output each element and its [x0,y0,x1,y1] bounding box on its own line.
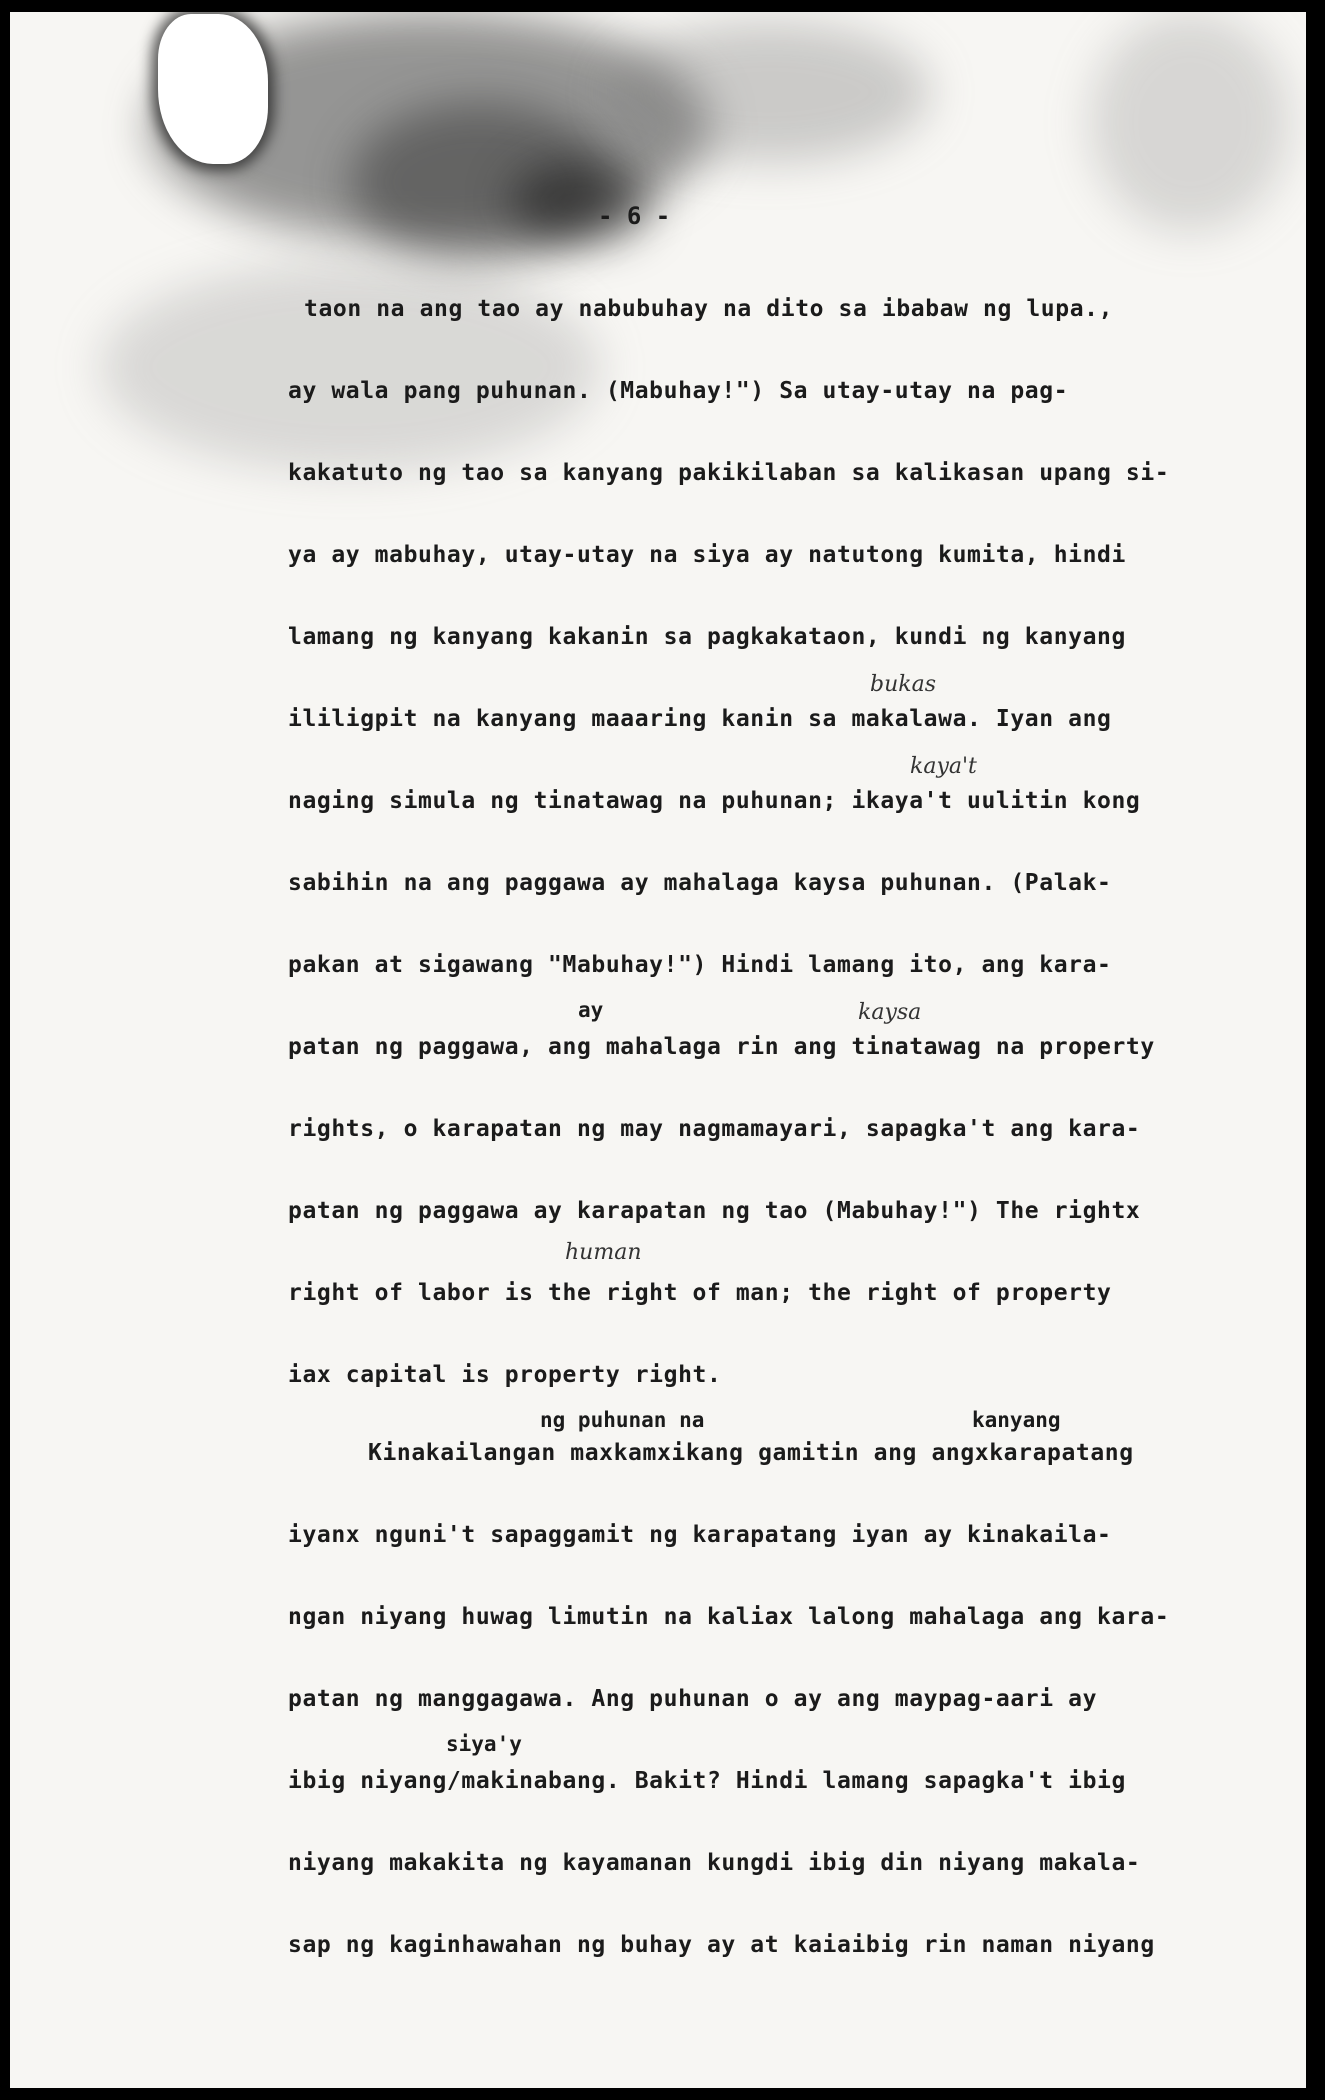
handwritten-insertion: kaysa [858,1000,922,1025]
text-line: rights, o karapatan ng may nagmamayari, sapagka't ang kara- [288,1116,1141,1142]
text-line: ay wala pang puhunan. (Mabuhay!") Sa utay-utay na pag- [288,378,1069,404]
text-line: right of labor is the right of man; the right of property [288,1280,1112,1306]
text-line: iax capital is property right. [288,1362,722,1388]
text-line: sabihin na ang paggawa ay mahalaga kaysa puhunan. (Palak- [288,870,1112,896]
text-line: patan ng paggawa ay karapatan ng tao (Mabuhay!") The rightx [288,1198,1141,1224]
page-number: - 6 - [598,202,671,230]
text-line: patan ng manggagawa. Ang puhunan o ay ang maypag-aari ay [288,1686,1098,1712]
water-stain [610,22,930,162]
text-line: naging simula ng tinatawag na puhunan; ikaya't uulitin kong [288,788,1141,814]
document-page [10,12,1306,2088]
water-stain [100,262,600,472]
text-line: niyang makakita ng kayamanan kungdi ibig din niyang makala- [288,1850,1141,1876]
handwritten-insertion: kaya't [910,754,977,779]
paper-damage-hole [158,14,268,164]
text-line: taon na ang tao ay nabubuhay na dito sa ibabaw ng lupa., [304,296,1114,322]
text-line: sap ng kaginhawahan ng buhay ay at kaiaibig rin naman niyang [288,1932,1155,1958]
typed-insertion: ay [578,998,604,1022]
water-stain [1090,12,1290,232]
text-line: Kinakailangan maxkamxikang gamitin ang angxkarapatang [368,1440,1134,1466]
text-line: kakatuto ng tao sa kanyang pakikilaban sa kalikasan upang si- [288,460,1170,486]
handwritten-insertion: human [565,1240,642,1265]
text-line: ibig niyang/makinabang. Bakit? Hindi lamang sapagka't ibig [288,1768,1126,1794]
text-line: ililigpit na kanyang maaaring kanin sa makalawa. Iyan ang [288,706,1112,732]
text-line: pakan at sigawang "Mabuhay!") Hindi lamang ito, ang kara- [288,952,1112,978]
text-line: ya ay mabuhay, utay-utay na siya ay natutong kumita, hindi [288,542,1126,568]
typed-insertion: ng puhunan na [540,1408,705,1432]
text-line: iyanx nguni't sapaggamit ng karapatang iyan ay kinakaila- [288,1522,1112,1548]
typed-insertion: siya'y [446,1732,522,1756]
text-line: lamang ng kanyang kakanin sa pagkakataon, kundi ng kanyang [288,624,1126,650]
handwritten-insertion: bukas [870,672,936,697]
typed-insertion: kanyang [972,1408,1061,1432]
text-line: ngan niyang huwag limutin na kaliax lalong mahalaga ang kara- [288,1604,1170,1630]
text-line: patan ng paggawa, ang mahalaga rin ang tinatawag na property [288,1034,1155,1060]
